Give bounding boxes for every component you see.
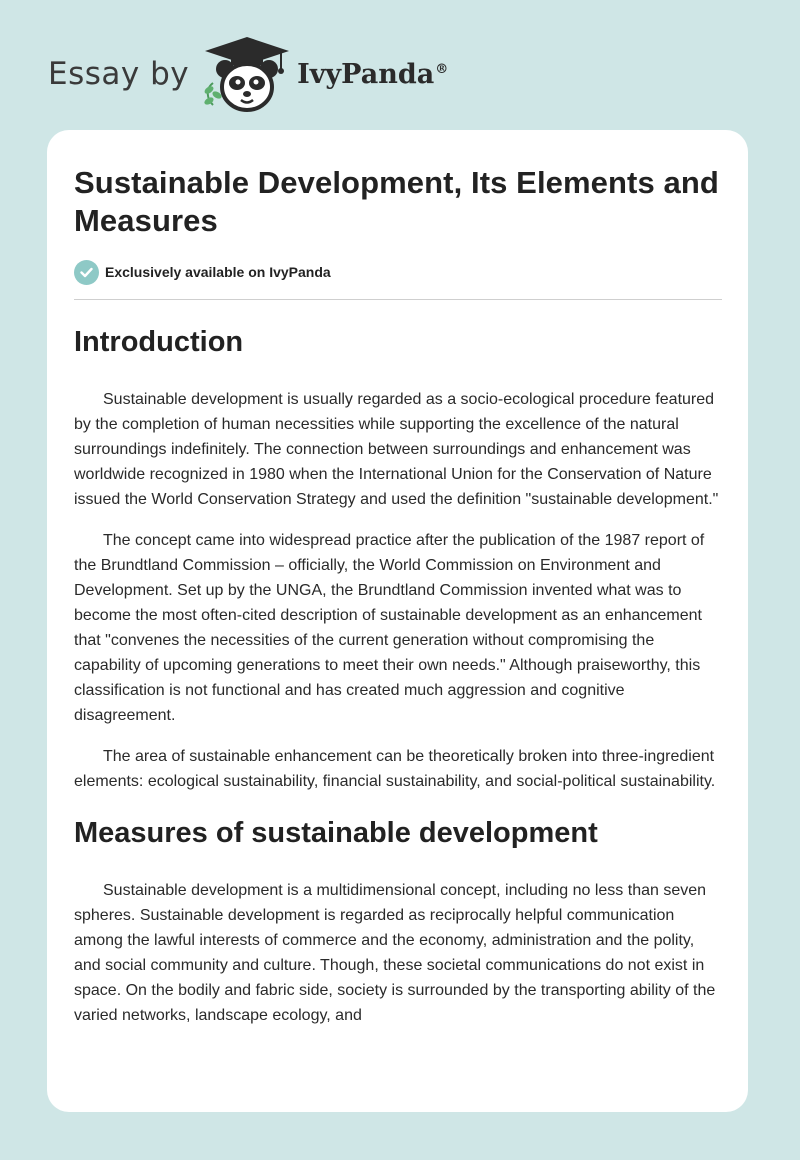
essay-by-label: Essay by [48,56,190,92]
site-header [48,34,448,114]
registered-mark: ® [435,61,449,77]
exclusive-badge [74,259,722,285]
paragraph: Sustainable development is a multidimensional concept, including no less than seven spheres. Sustainable development is regarded as reciprocally helpful communication among the lawful interests of commerce and the economy, administration and the polity, and social community and culture. Though, these societal communications do not exist in space. On the bodily and fabric side, society is surrounded by the transporting ability of the varied networks, landscape ecology, and [74,882,716,1024]
check-icon [74,260,99,285]
ivypanda-brand-name[interactable]: IvyPanda® [297,58,449,90]
paragraph: Sustainable development is usually regarded as a socio-ecological procedure featured by the completion of human necessities while supporting the excellence of the natural surroundings indefinitely. The connection between surroundings and enhancement was worldwide recognized in 1980 when the International Union for the Conservation of Nature issued the World Conservation Strategy and used the definition "sustainable development." [74,391,719,508]
paragraph: The area of sustainable enhancement can be theoretically broken into three-ingredient elements: ecological sustainability, financial sustainability, and social-political sustainability. [74,748,716,790]
paragraph: The concept came into widespread practice after the publication of the 1987 report of the Brundtland Commission – officially, the World Commission on Environment and Development. Set up by the UNGA, the Brundtland Commission invented what was to become the most often-cited description of sustainable development as an enhancement that "convenes the necessities of the current generation without compromising the capability of upcoming generations to meet their own needs." Although praiseworthy, this classification is not functional and has created much aggression and cognitive disagreement. [74,532,705,724]
section-heading-measures: Measures of sustainable development [74,817,598,849]
exclusive-label: Exclusively available on IvyPanda [105,264,331,280]
section-measures [74,816,722,1028]
essay-title: Sustainable Development, Its Elements and Measures [74,165,719,238]
essay-card [47,130,748,1112]
section-body [74,878,722,1028]
section-heading-introduction: Introduction [74,326,244,358]
section-body [74,387,722,794]
section-introduction [74,325,722,794]
title-divider [74,299,722,300]
panda-graduate-logo-icon[interactable] [201,35,293,113]
